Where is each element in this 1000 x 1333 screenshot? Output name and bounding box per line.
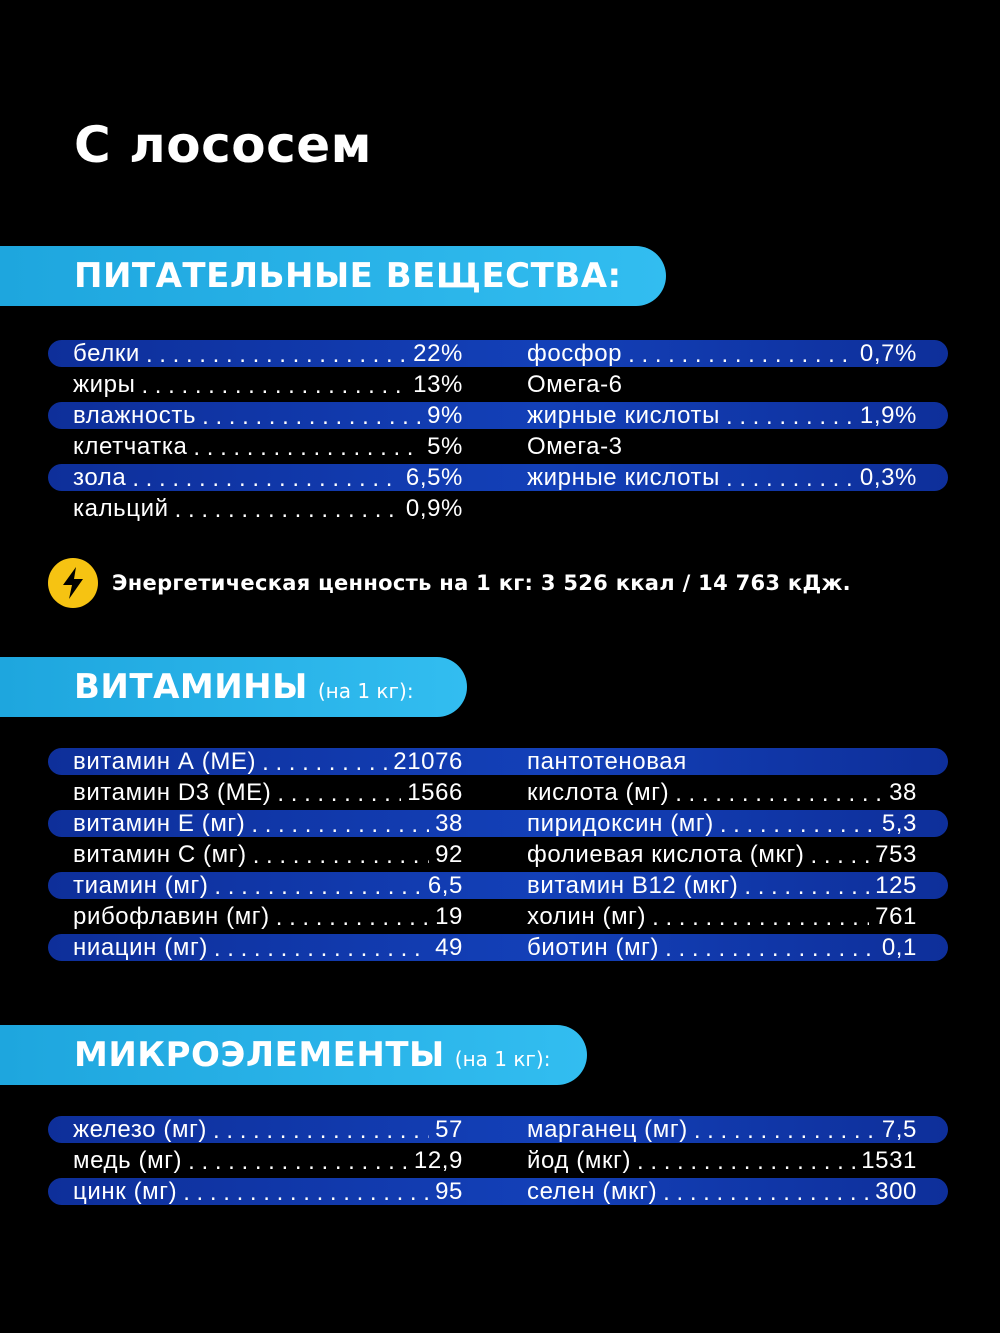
dot-leader — [262, 749, 387, 775]
nutrient-entry — [73, 493, 463, 524]
dot-leader — [141, 372, 407, 398]
table-row — [0, 870, 1000, 901]
nutrient-entry — [527, 431, 917, 462]
dot-leader — [276, 904, 429, 930]
entry-value: 49 — [435, 933, 463, 961]
lightning-icon — [48, 558, 98, 608]
entry-value: 5% — [427, 432, 463, 460]
entry-label: витамин Е (мг) — [73, 809, 246, 837]
entry-value: 38 — [435, 809, 463, 837]
dot-leader — [694, 1117, 876, 1143]
entry-label: зола — [73, 463, 127, 491]
dot-leader — [202, 403, 421, 429]
table-row — [0, 808, 1000, 839]
table-row — [0, 493, 1000, 524]
energy-line — [48, 558, 851, 608]
nutrient-entry — [527, 1145, 917, 1176]
nutrient-entry — [527, 338, 917, 369]
dot-leader — [213, 1117, 429, 1143]
entry-value: 0,9% — [405, 494, 463, 522]
dot-leader — [665, 935, 876, 961]
dot-leader — [277, 780, 401, 806]
entry-label: влажность — [73, 401, 197, 429]
entry-label: Омега-3 — [527, 432, 623, 460]
entry-label: витамин А (МЕ) — [73, 747, 257, 775]
entry-label: пиридоксин (мг) — [527, 809, 714, 837]
minerals-heading: МИКРОЭЛЕМЕНТЫ (на 1 кг): — [74, 1035, 551, 1075]
entry-label: жиры — [73, 370, 136, 398]
entry-value: 1,9% — [859, 401, 917, 429]
entry-value: 19 — [435, 902, 463, 930]
nutrient-entry — [527, 808, 917, 839]
entry-label: белки — [73, 339, 140, 367]
entry-value: 5,3 — [881, 809, 917, 837]
entry-label: биотин (мг) — [527, 933, 660, 961]
nutrient-entry — [527, 839, 917, 870]
entry-label: клетчатка — [73, 432, 188, 460]
dot-leader — [675, 780, 883, 806]
entry-value: 6,5% — [405, 463, 463, 491]
nutrient-entry — [73, 839, 463, 870]
entry-label: тиамин (мг) — [73, 871, 209, 899]
entry-label: кальций — [73, 494, 169, 522]
entry-value: 95 — [435, 1177, 463, 1205]
dot-leader — [214, 873, 421, 899]
table-row — [0, 901, 1000, 932]
entry-label: витамин D3 (МЕ) — [73, 778, 272, 806]
table-row — [0, 1114, 1000, 1145]
nutrient-entry — [73, 901, 463, 932]
dot-leader — [637, 1148, 855, 1174]
entry-value: 761 — [875, 902, 917, 930]
entry-label: пантотеновая — [527, 747, 687, 775]
nutrient-entry — [73, 338, 463, 369]
nutrient-entry — [73, 777, 463, 808]
entry-value: 6,5 — [427, 871, 463, 899]
entry-value: 22% — [413, 339, 463, 367]
nutrient-entry — [73, 932, 463, 963]
dot-leader — [811, 842, 870, 868]
entry-label: железо (мг) — [73, 1115, 208, 1143]
minerals-heading-pill — [0, 1025, 587, 1085]
table-row — [0, 1176, 1000, 1207]
dot-leader — [253, 842, 429, 868]
dot-leader — [214, 935, 429, 961]
nutrient-entry — [73, 1176, 463, 1207]
nutrient-entry — [527, 1114, 917, 1145]
table-row — [0, 431, 1000, 462]
vitamins-heading: ВИТАМИНЫ (на 1 кг): — [74, 667, 414, 707]
nutrient-entry — [527, 932, 917, 963]
entry-value: 753 — [875, 840, 917, 868]
nutrient-entry — [527, 400, 917, 431]
table-row — [0, 1145, 1000, 1176]
table-row — [0, 839, 1000, 870]
dot-leader — [188, 1148, 408, 1174]
dot-leader — [132, 465, 400, 491]
nutrient-entry — [73, 462, 463, 493]
nutrient-entry — [73, 1114, 463, 1145]
table-row — [0, 746, 1000, 777]
entry-value: 1531 — [861, 1146, 917, 1174]
dot-leader — [183, 1179, 429, 1205]
entry-label: жирные кислоты — [527, 463, 720, 491]
entry-label: витамин С (мг) — [73, 840, 247, 868]
nutrient-entry — [527, 1176, 917, 1207]
dot-leader — [193, 434, 421, 460]
entry-label: цинк (мг) — [73, 1177, 178, 1205]
dot-leader — [146, 341, 407, 367]
nutrient-entry — [73, 369, 463, 400]
entry-label: селен (мкг) — [527, 1177, 658, 1205]
table-row — [0, 462, 1000, 493]
nutrient-entry — [527, 777, 917, 808]
entry-label: медь (мг) — [73, 1146, 183, 1174]
entry-value: 57 — [435, 1115, 463, 1143]
entry-value: 7,5 — [881, 1115, 917, 1143]
nutrient-entry — [73, 746, 463, 777]
entry-label: кислота (мг) — [527, 778, 670, 806]
dot-leader — [720, 811, 876, 837]
dot-leader — [628, 341, 854, 367]
entry-value: 1566 — [407, 778, 463, 806]
entry-label: витамин В12 (мкг) — [527, 871, 739, 899]
dot-leader — [251, 811, 429, 837]
entry-label: Омега-6 — [527, 370, 623, 398]
table-row — [0, 369, 1000, 400]
entry-value: 0,7% — [859, 339, 917, 367]
entry-label: йод (мкг) — [527, 1146, 632, 1174]
dot-leader — [175, 496, 400, 522]
dot-leader — [744, 873, 869, 899]
nutrient-entry — [73, 870, 463, 901]
dot-leader — [652, 904, 869, 930]
entry-label: марганец (мг) — [527, 1115, 688, 1143]
entry-value: 0,1 — [881, 933, 917, 961]
dot-leader — [663, 1179, 869, 1205]
entry-value: 0,3% — [859, 463, 917, 491]
entry-value: 13% — [413, 370, 463, 398]
entry-label: рибофлавин (мг) — [73, 902, 270, 930]
nutrient-entry — [527, 901, 917, 932]
entry-value: 300 — [875, 1177, 917, 1205]
nutrient-entry — [73, 1145, 463, 1176]
nutrient-entry — [73, 431, 463, 462]
nutrient-entry — [73, 400, 463, 431]
entry-label: фолиевая кислота (мкг) — [527, 840, 805, 868]
energy-value-text: Энергетическая ценность на 1 кг: 3 526 ккал / 14 763 кДж. — [112, 571, 851, 595]
nutrient-entry — [73, 808, 463, 839]
dot-leader — [726, 403, 854, 429]
nutrients-heading-pill — [0, 246, 666, 306]
vitamins-heading-note: (на 1 кг): — [317, 679, 414, 703]
nutrient-entry — [527, 870, 917, 901]
entry-label: холин (мг) — [527, 902, 647, 930]
table-row — [0, 338, 1000, 369]
entry-value: 21076 — [393, 747, 463, 775]
vitamins-heading-pill — [0, 657, 467, 717]
entry-value: 125 — [875, 871, 917, 899]
nutrient-entry — [527, 746, 917, 777]
table-row — [0, 932, 1000, 963]
entry-value: 9% — [427, 401, 463, 429]
entry-value: 12,9 — [413, 1146, 463, 1174]
minerals-heading-note: (на 1 кг): — [454, 1047, 551, 1071]
entry-value: 92 — [435, 840, 463, 868]
page-title: С лососем — [74, 115, 372, 174]
entry-label: жирные кислоты — [527, 401, 720, 429]
dot-leader — [726, 465, 854, 491]
entry-value: 38 — [889, 778, 917, 806]
entry-label: фосфор — [527, 339, 623, 367]
entry-label: ниацин (мг) — [73, 933, 208, 961]
nutrient-entry — [527, 462, 917, 493]
table-row — [0, 400, 1000, 431]
nutrients-heading: ПИТАТЕЛЬНЫЕ ВЕЩЕСТВА: — [74, 256, 622, 296]
nutrient-entry — [527, 369, 917, 400]
table-row — [0, 777, 1000, 808]
